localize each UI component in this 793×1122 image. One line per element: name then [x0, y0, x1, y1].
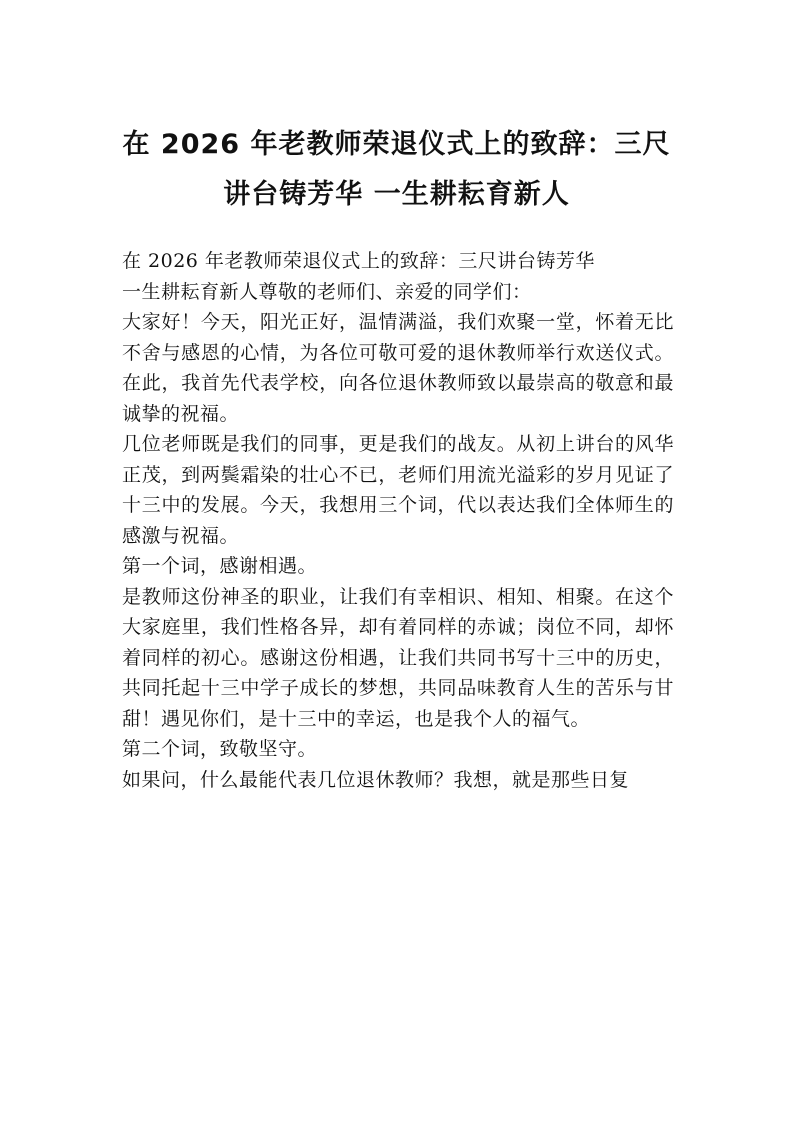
paragraph: 几位老师既是我们的同事，更是我们的战友。从初上讲台的风华正茂，到两鬓霜染的壮心不已，老师们用流光溢彩的岁月见证了十三中的发展。今天，我想用三个词，代以表达我们全体师生的感激与祝福。	[122, 433, 674, 547]
paragraph: 在 2026 年老教师荣退仪式上的致辞：三尺讲台铸芳华	[122, 250, 595, 272]
paragraph: 第一个词，感谢相遇。	[122, 555, 318, 577]
paragraph: 是教师这份神圣的职业，让我们有幸相识、相知、相聚。在这个大家庭里，我们性格各异，却有着同样的赤诚；岗位不同，却怀着同样的初心。感谢这份相遇，让我们共同书写十三中的历史，共同托起十三中学子成长的梦想，共同品味教育人生的苦乐与甘甜！遇见你们，是十三中的幸运，也是我个人的福气。	[122, 585, 674, 730]
document-body	[122, 246, 674, 795]
paragraph: 第二个词，致敬坚守。	[122, 738, 318, 760]
paragraph: 如果问，什么最能代表几位退休教师？我想，就是那些日复	[122, 768, 630, 791]
document-title: 在 2026 年老教师荣退仪式上的致辞：三尺讲台铸芳华 一生耕耘育新人	[122, 129, 671, 210]
paragraph: 一生耕耘育新人尊敬的老师们、亲爱的同学们：	[122, 280, 532, 303]
paragraph: 大家好！今天，阳光正好，温情满溢，我们欢聚一堂，怀着无比不舍与感恩的心情，为各位可敬可爱的退休教师举行欢送仪式。在此，我首先代表学校，向各位退休教师致以最崇高的敬意和最诚挚的祝福。	[122, 311, 674, 425]
